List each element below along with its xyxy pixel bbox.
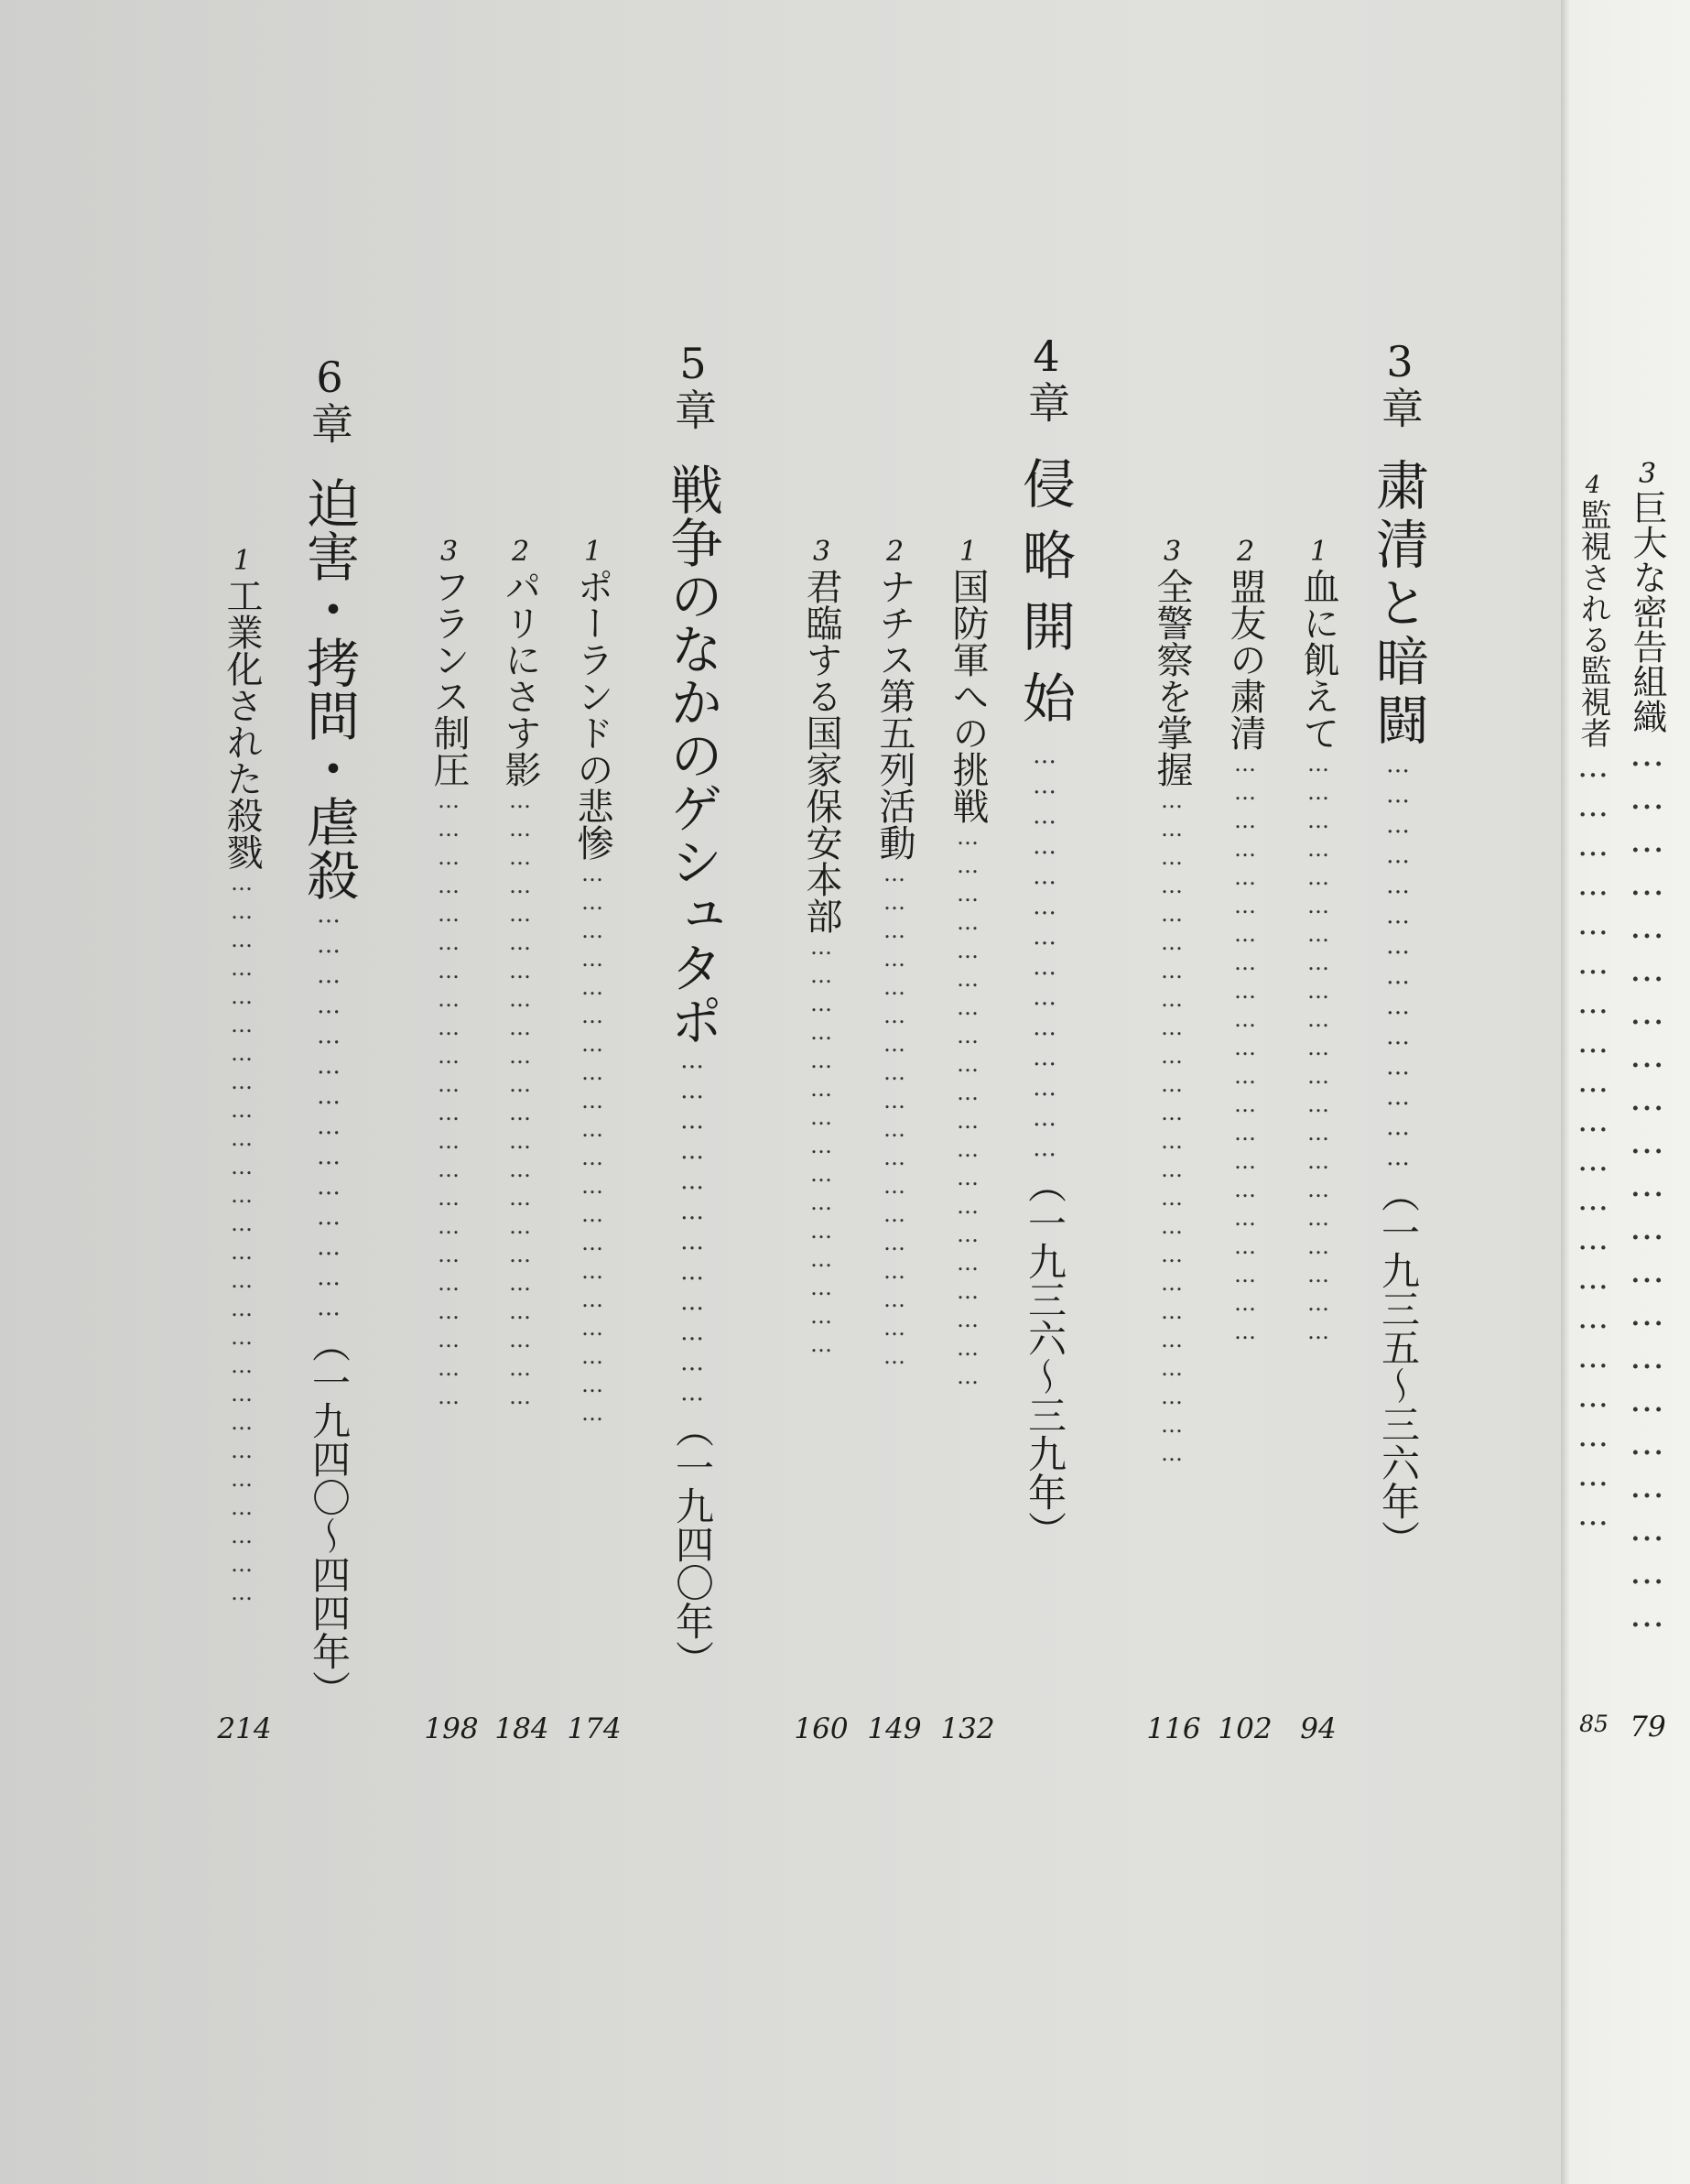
toc-entry [499,536,541,1412]
page-number: 132 [940,1712,995,1745]
toc-entry [1577,472,1609,1536]
page-number: 102 [1218,1712,1273,1745]
leader-dots: ……………………………… [678,1047,706,1409]
leader-dots: ……………………………………… [808,934,834,1360]
leader-dots: ……………………………………………… [882,861,907,1372]
chapter-label: 3章 [1375,337,1425,429]
toc-entry [1151,536,1193,1469]
page-number: 85 [1579,1711,1609,1737]
section-number: 1 [226,545,258,577]
section-number: 3 [433,536,465,568]
toc-entry [800,536,842,1360]
section-title: 盟友の粛清 [1224,568,1266,751]
section-number: 2 [879,536,911,568]
chapter-heading [1013,456,1076,1549]
section-title: 全警察を掌握 [1151,568,1193,788]
section-number: 1 [1303,536,1335,568]
page-number: 149 [867,1712,922,1745]
chapter-years: （一九四〇年） [670,1409,715,1679]
chapter-title: 侵略開始 [1013,456,1076,742]
toc-entry [947,536,989,1392]
chapter-label: 4章 [1022,331,1071,423]
leader-dots: ……………………………………………………… [1232,751,1258,1347]
page-number: 116 [1146,1712,1201,1745]
page-number: 160 [794,1712,849,1745]
leader-dots: ………………………………………………………… [436,788,461,1412]
page-number: 174 [567,1712,622,1745]
section-title: 国防軍への挑戦 [947,568,989,824]
section-number: 3 [806,536,838,568]
page-number: 214 [217,1712,272,1745]
chapter-label: 5章 [668,339,718,430]
section-number: 4 [1579,472,1607,499]
chapter-heading [298,476,360,1709]
leader-dots: …………………………………………………………………… [229,870,255,1608]
chapter-years: （一九三五〜三六年） [1376,1174,1421,1559]
section-title: 監視される監視者 [1575,499,1611,748]
section-title: 君臨する国家保安本部 [800,568,842,934]
section-number: 3 [1156,536,1188,568]
leader-dots: …………………………………… [1384,751,1412,1174]
chapter-title: 迫害・拷問・虐殺 [298,476,360,901]
leader-dots: …………………………………………………… [1575,748,1611,1536]
leader-dots: …………………………………………………… [955,824,980,1392]
chapter-years: （一九三六〜三九年） [1023,1165,1067,1549]
toc-entry [1627,458,1667,1637]
chapter-label: 6章 [305,353,354,444]
section-title: 巨大な密告組織 [1627,490,1667,733]
section-title: フランス制圧 [428,568,470,788]
page-number: 184 [494,1712,549,1745]
page-number: 94 [1300,1712,1337,1745]
page-number: 198 [424,1712,479,1745]
leader-dots: …………………………………………………… [580,861,605,1429]
toc-entry [873,536,915,1372]
section-title: パリにさす影 [499,568,541,788]
toc-entry [428,536,470,1412]
toc-entry [1297,536,1339,1347]
leader-dots: …………………………………… [315,901,342,1324]
leader-dots: ………………………………………………………… [507,788,533,1412]
chapter-title: 戦争のなかのゲシュタポ [661,462,723,1047]
chapter-years: （一九四〇〜四四年） [307,1324,352,1709]
section-number: 1 [577,536,609,568]
toc-entry [571,536,613,1429]
leader-dots: ……………………………………………………… [1305,751,1331,1347]
page-number: 79 [1630,1711,1666,1744]
section-number: 3 [1631,458,1663,490]
leader-dots: ……………………………………………………………… [1159,788,1185,1469]
chapter-heading [661,462,723,1679]
toc-entry [1224,536,1266,1347]
section-title: ポーランドの悲惨 [571,568,613,861]
section-title: 工業化された殺戮 [221,577,263,870]
section-title: 血に飢えて [1297,568,1339,751]
toc-entry [221,545,263,1608]
section-number: 1 [952,536,984,568]
section-number: 2 [504,536,536,568]
section-number: 2 [1230,536,1262,568]
leader-dots: …………………………………… [1031,742,1058,1165]
leader-dots: ……………………………………………………… [1627,733,1667,1637]
chapter-title: 粛清と暗闘 [1367,458,1429,751]
chapter-heading [1367,458,1429,1559]
section-title: ナチス第五列活動 [873,568,915,861]
